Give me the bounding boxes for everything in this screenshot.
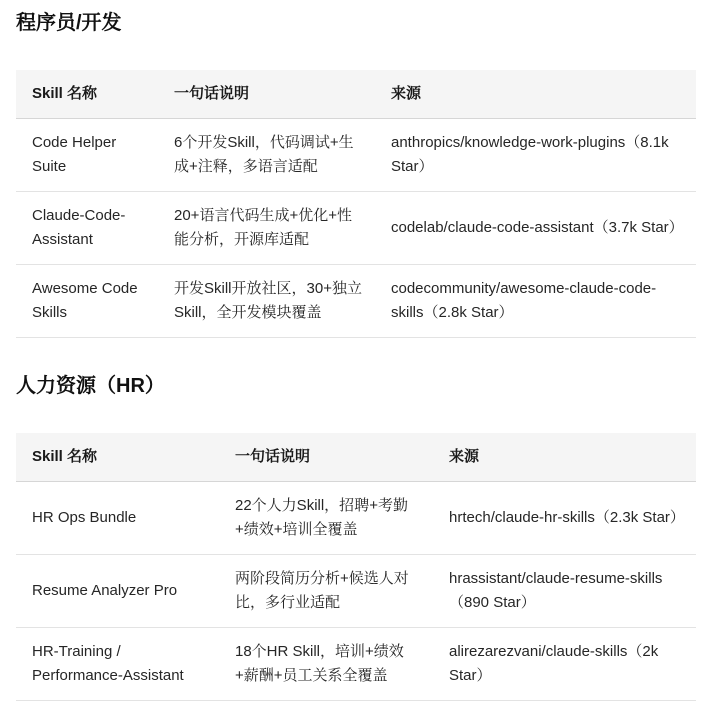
skill-name-cell: Awesome Code Skills — [16, 265, 158, 338]
skill-table-hr — [16, 433, 696, 701]
column-header-source: 来源 — [433, 433, 696, 482]
skill-table-dev — [16, 70, 696, 338]
section-title-dev: 程序员/开发 — [16, 12, 122, 34]
table-header-row — [16, 70, 696, 119]
section-title-hr: 人力资源（HR） — [16, 375, 165, 397]
skill-name-cell: Code Helper Suite — [16, 119, 158, 192]
column-header-name: Skill 名称 — [16, 70, 158, 119]
skill-description-cell: 18个HR Skill，培训+绩效+薪酬+员工关系全覆盖 — [219, 628, 433, 701]
skill-source-cell: hrtech/claude-hr-skills（2.3k Star） — [433, 482, 696, 555]
skill-description-cell: 6个开发Skill，代码调试+生成+注释，多语言适配 — [158, 119, 375, 192]
skill-description-cell: 开发Skill开放社区，30+独立Skill，全开发模块覆盖 — [158, 265, 375, 338]
table-header-row — [16, 433, 696, 482]
skill-source-cell: anthropics/knowledge-work-plugins（8.1k Star） — [375, 119, 696, 192]
column-header-description: 一句话说明 — [158, 70, 375, 119]
table-row — [16, 628, 696, 701]
skill-description-cell: 20+语言代码生成+优化+性能分析，开源库适配 — [158, 192, 375, 265]
skill-source-cell: hrassistant/claude-resume-skills（890 Star） — [433, 555, 696, 628]
table-row — [16, 119, 696, 192]
column-header-source: 来源 — [375, 70, 696, 119]
skill-description-cell: 22个人力Skill，招聘+考勤+绩效+培训全覆盖 — [219, 482, 433, 555]
skill-name-cell: Resume Analyzer Pro — [16, 555, 219, 628]
skill-source-cell: alirezarezvani/claude-skills（2k Star） — [433, 628, 696, 701]
column-header-name: Skill 名称 — [16, 433, 219, 482]
skill-name-cell: HR Ops Bundle — [16, 482, 219, 555]
table-row — [16, 555, 696, 628]
table-row — [16, 482, 696, 555]
skill-name-cell: HR-Training / Performance-Assistant — [16, 628, 219, 701]
skill-source-cell: codelab/claude-code-assistant（3.7k Star） — [375, 192, 696, 265]
skill-name-cell: Claude-Code-Assistant — [16, 192, 158, 265]
skill-source-cell: codecommunity/awesome-claude-code-skills（2.8k Star） — [375, 265, 696, 338]
table-row — [16, 265, 696, 338]
skill-description-cell: 两阶段简历分析+候选人对比，多行业适配 — [219, 555, 433, 628]
table-row — [16, 192, 696, 265]
column-header-description: 一句话说明 — [219, 433, 433, 482]
